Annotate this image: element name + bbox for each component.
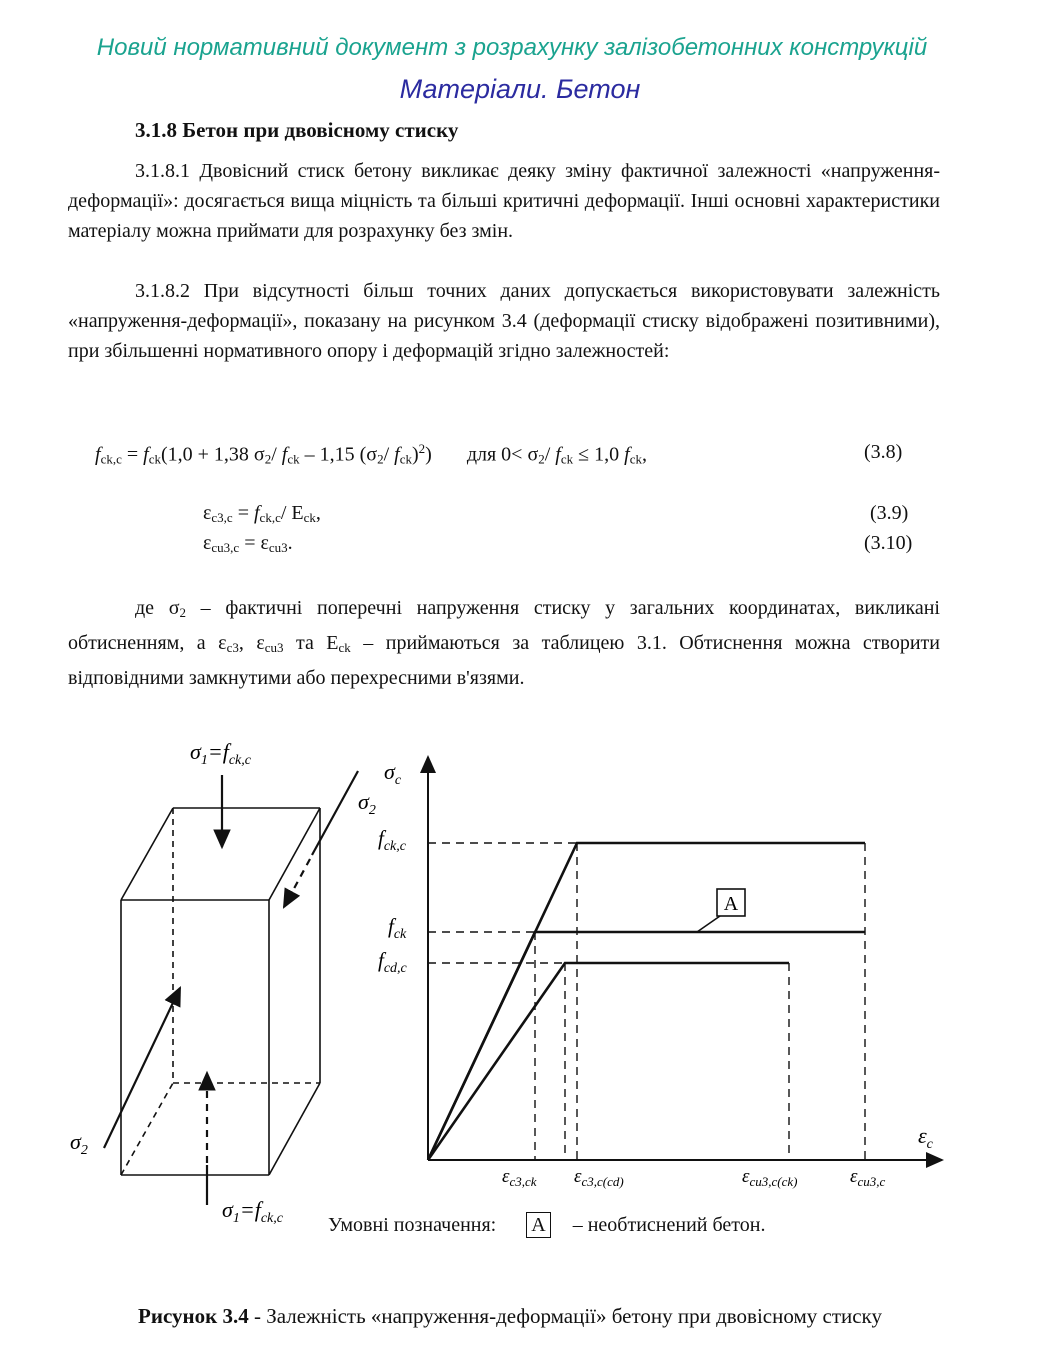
curve-fck (428, 932, 865, 1160)
curve-a-label: A (723, 893, 739, 915)
sigma1-bottom-label: $\sigma_1=f_{ck,c}$ (222, 1197, 283, 1226)
caption-text: - Залежність «напруження-деформації» бетону при двовісному стиску (248, 1304, 882, 1328)
legend-suffix: – необтиснений бетон. (572, 1214, 766, 1236)
equation-3-8: $f_{ck,c} = f_{ck}(1,0 + 1,38$ $\sigma_2/$ $f_{ck} - 1,15$ ($\sigma_2/$ $f_{ck})^2$) для $0< \sigma_2/$ $f_{ck} \le 1,0$ $f_{ck}$, (95, 441, 647, 467)
y-tick-fck-c: $f_{ck,c}$ (378, 826, 406, 854)
figure-caption (100, 1300, 920, 1332)
caption-label: Рисунок 3.4 (138, 1304, 249, 1328)
legend-box: A (526, 1212, 550, 1238)
section-title: 3.1.8 Бетон при двовісному стиску (135, 118, 459, 142)
header-subtitle: Матеріали. Бетон (399, 74, 641, 104)
y-axis-label: $\sigma_c$ (384, 759, 402, 788)
curve-fck-c (428, 843, 865, 1160)
x-tick-ecu3-c: $\varepsilon_{cu3,c}$ (850, 1166, 886, 1189)
equation-number-3-10: (3.10) (864, 532, 913, 554)
equation-3-10: $\varepsilon_{cu3,c} = \varepsilon_{cu3}$. (203, 532, 293, 555)
sigma2-right-label: $\sigma_2$ (358, 789, 376, 818)
sigma2-left-label: $\sigma_2$ (70, 1129, 88, 1158)
sigma1-top-label: $\sigma_1=f_{ck,c}$ (190, 739, 251, 768)
equation-number-3-9: (3.9) (870, 502, 909, 524)
legend-prefix: Умовні позначення: (328, 1214, 497, 1236)
x-tick-ec3-ck: $\varepsilon_{c3,ck}$ (502, 1166, 537, 1189)
sigma2-left-arrow (104, 988, 180, 1148)
paragraph-definitions: де $\sigma_2$ – фактичні поперечні напруження стиску у загальних координатах, викликані обтисненням, а $\varepsilon_{c3}$, $\varepsilon_{cu3}$ та $E_{ck}$ – приймаються за таблицею 3.1. Обтиснення можна створити відповідними замкнутими або перехресними в'язями. (68, 597, 940, 689)
x-tick-ec3-c-cd: $\varepsilon_{c3,c(cd)}$ (574, 1166, 624, 1189)
y-tick-fcd-c: $f_{cd,c}$ (378, 948, 407, 976)
equation-3-9: $\varepsilon_{c3,c} = f_{ck,c}/$ $E_{ck}$, (203, 502, 321, 525)
x-tick-ecu3-c-ck: $\varepsilon_{cu3,c(ck)}$ (742, 1166, 798, 1189)
y-tick-fck: $f_{ck}$ (388, 914, 407, 942)
guide-lines (428, 843, 865, 1160)
figure-legend (328, 1212, 765, 1238)
sigma2-right-shaft (312, 771, 358, 855)
stress-strain-curves (428, 843, 865, 1160)
equation-number-3-8: (3.8) (864, 441, 903, 463)
curve-a-leader (697, 916, 720, 932)
paragraph-3-1-8-1: 3.1.8.1 Двовісний стиск бетону викликає деяку зміну фактичної залежності «напруження-деформації»: досягається вища міцність та більші критичні деформації. Інші основні характеристики матеріалу можна приймати для розрахунку без змін. (68, 160, 940, 242)
paragraph-3-1-8-2: 3.1.8.2 При відсутності більш точних даних допускається використовувати залежність «напруження-деформації», показану на рисунком 3.4 (деформації стиску відображені позитивними), при збільшенні нормативного опору і деформацій згідно залежностей: (68, 280, 940, 362)
header-title: Новий нормативний документ з розрахунку залізобетонних конструкцій (96, 34, 928, 61)
concrete-prism (121, 808, 320, 1175)
x-axis-label: $\varepsilon_c$ (918, 1123, 933, 1152)
curve-fcd-c (428, 963, 789, 1160)
